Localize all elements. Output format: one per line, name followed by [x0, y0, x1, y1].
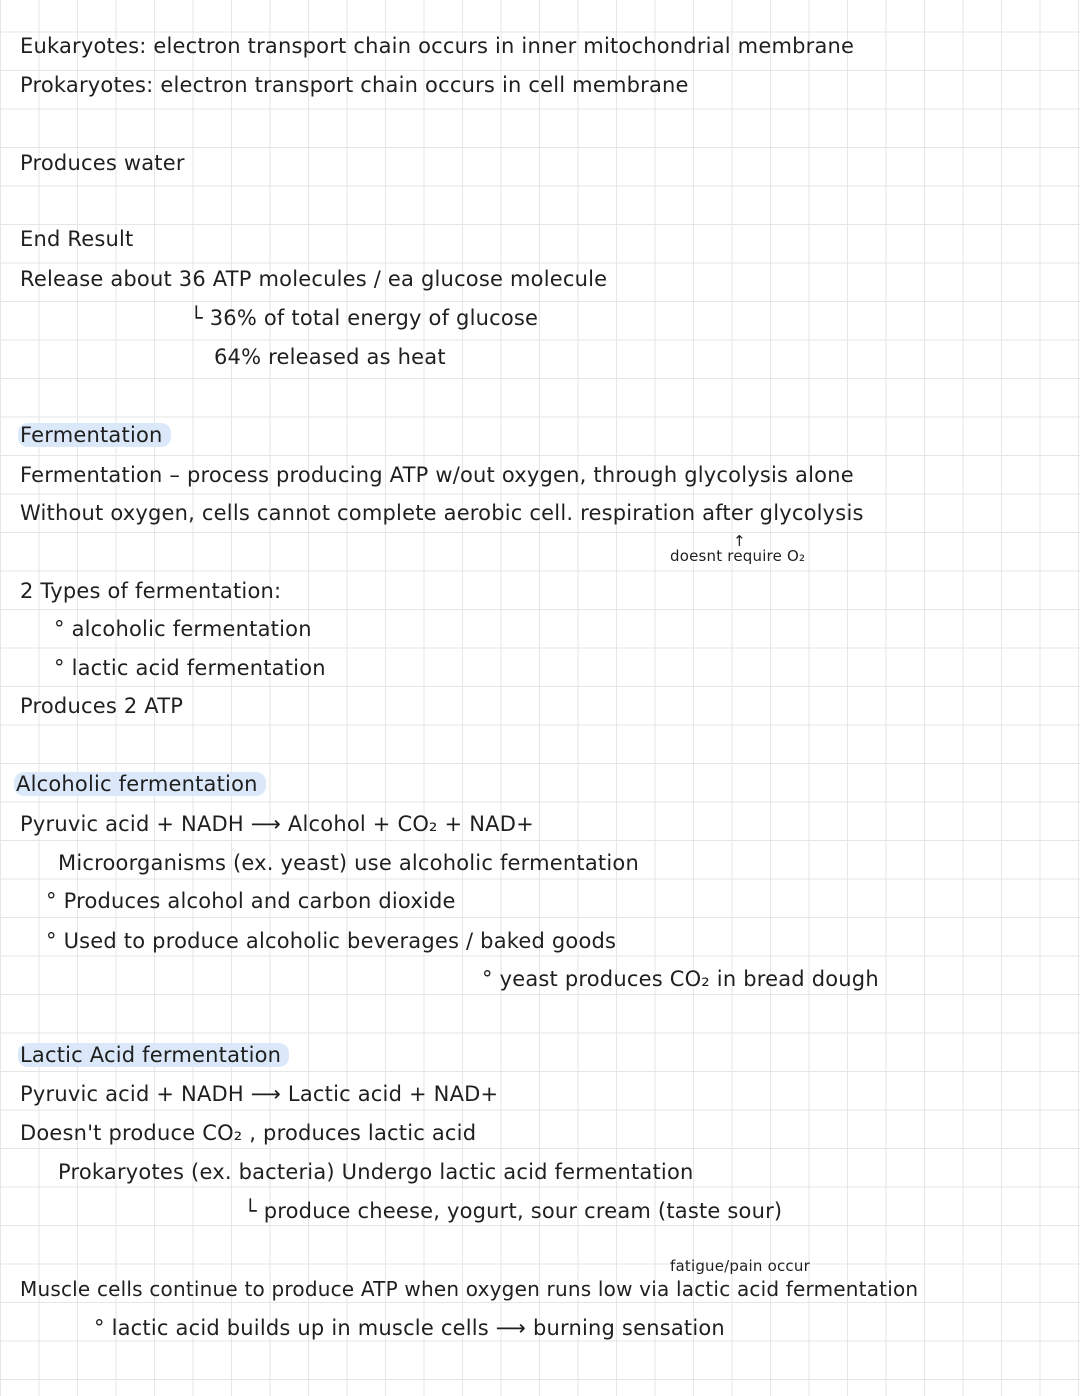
prokaryotes-etc-line: Prokaryotes: electron transport chain occurs in cell membrane	[20, 73, 689, 97]
lactic-buildup-line: ° lactic acid builds up in muscle cells ⟶ burning sensation	[94, 1316, 725, 1340]
prokaryotes-lactic-line: Prokaryotes (ex. bacteria) Undergo lactic acid fermentation	[58, 1160, 694, 1184]
atp-release-line: Release about 36 ATP molecules / ea glucose molecule	[20, 267, 608, 291]
no-co2-line: Doesn't produce CO₂ , produces lactic acid	[20, 1121, 477, 1145]
produces-water-line: Produces water	[20, 151, 185, 175]
alcoholic-equation: Pyruvic acid + NADH ⟶ Alcohol + CO₂ + NAD+	[20, 812, 534, 836]
heat-percent-line: 64% released as heat	[214, 345, 446, 369]
no-oxygen-annotation: doesnt require O₂	[670, 547, 806, 565]
dairy-products-line: └ produce cheese, yogurt, sour cream (taste sour)	[244, 1199, 783, 1223]
fermentation-heading: Fermentation	[18, 423, 171, 447]
alcoholic-heading: Alcoholic fermentation	[14, 772, 266, 796]
produces-atp-line: Produces 2 ATP	[20, 694, 184, 718]
up-arrow-icon: ↑	[733, 532, 746, 550]
fermentation-types-heading: 2 Types of fermentation:	[20, 579, 282, 603]
lactic-heading: Lactic Acid fermentation	[18, 1043, 289, 1067]
fermentation-definition: Fermentation – process producing ATP w/out oxygen, through glycolysis alone	[20, 463, 854, 487]
fermentation-type-lactic: ° lactic acid fermentation	[54, 656, 326, 680]
energy-percent-line: └ 36% of total energy of glucose	[190, 306, 539, 330]
lactic-equation: Pyruvic acid + NADH ⟶ Lactic acid + NAD+	[20, 1082, 499, 1106]
alcoholic-bullet-products: ° Produces alcohol and carbon dioxide	[46, 889, 456, 913]
fatigue-annotation: fatigue/pain occur	[670, 1257, 810, 1275]
eukaryotes-etc-line: Eukaryotes: electron transport chain occurs in inner mitochondrial membrane	[20, 34, 855, 58]
muscle-cells-line: Muscle cells continue to produce ATP when oxygen runs low via lactic acid fermentation	[20, 1277, 919, 1301]
without-oxygen-line: Without oxygen, cells cannot complete aerobic cell. respiration after glycolysis	[20, 501, 864, 525]
fermentation-type-alcoholic: ° alcoholic fermentation	[54, 617, 312, 641]
alcoholic-bullet-uses: ° Used to produce alcoholic beverages / baked goods	[46, 929, 617, 953]
microorganisms-line: Microorganisms (ex. yeast) use alcoholic fermentation	[58, 851, 639, 875]
yeast-bread-line: ° yeast produces CO₂ in bread dough	[482, 967, 879, 991]
end-result-heading: End Result	[20, 227, 134, 251]
